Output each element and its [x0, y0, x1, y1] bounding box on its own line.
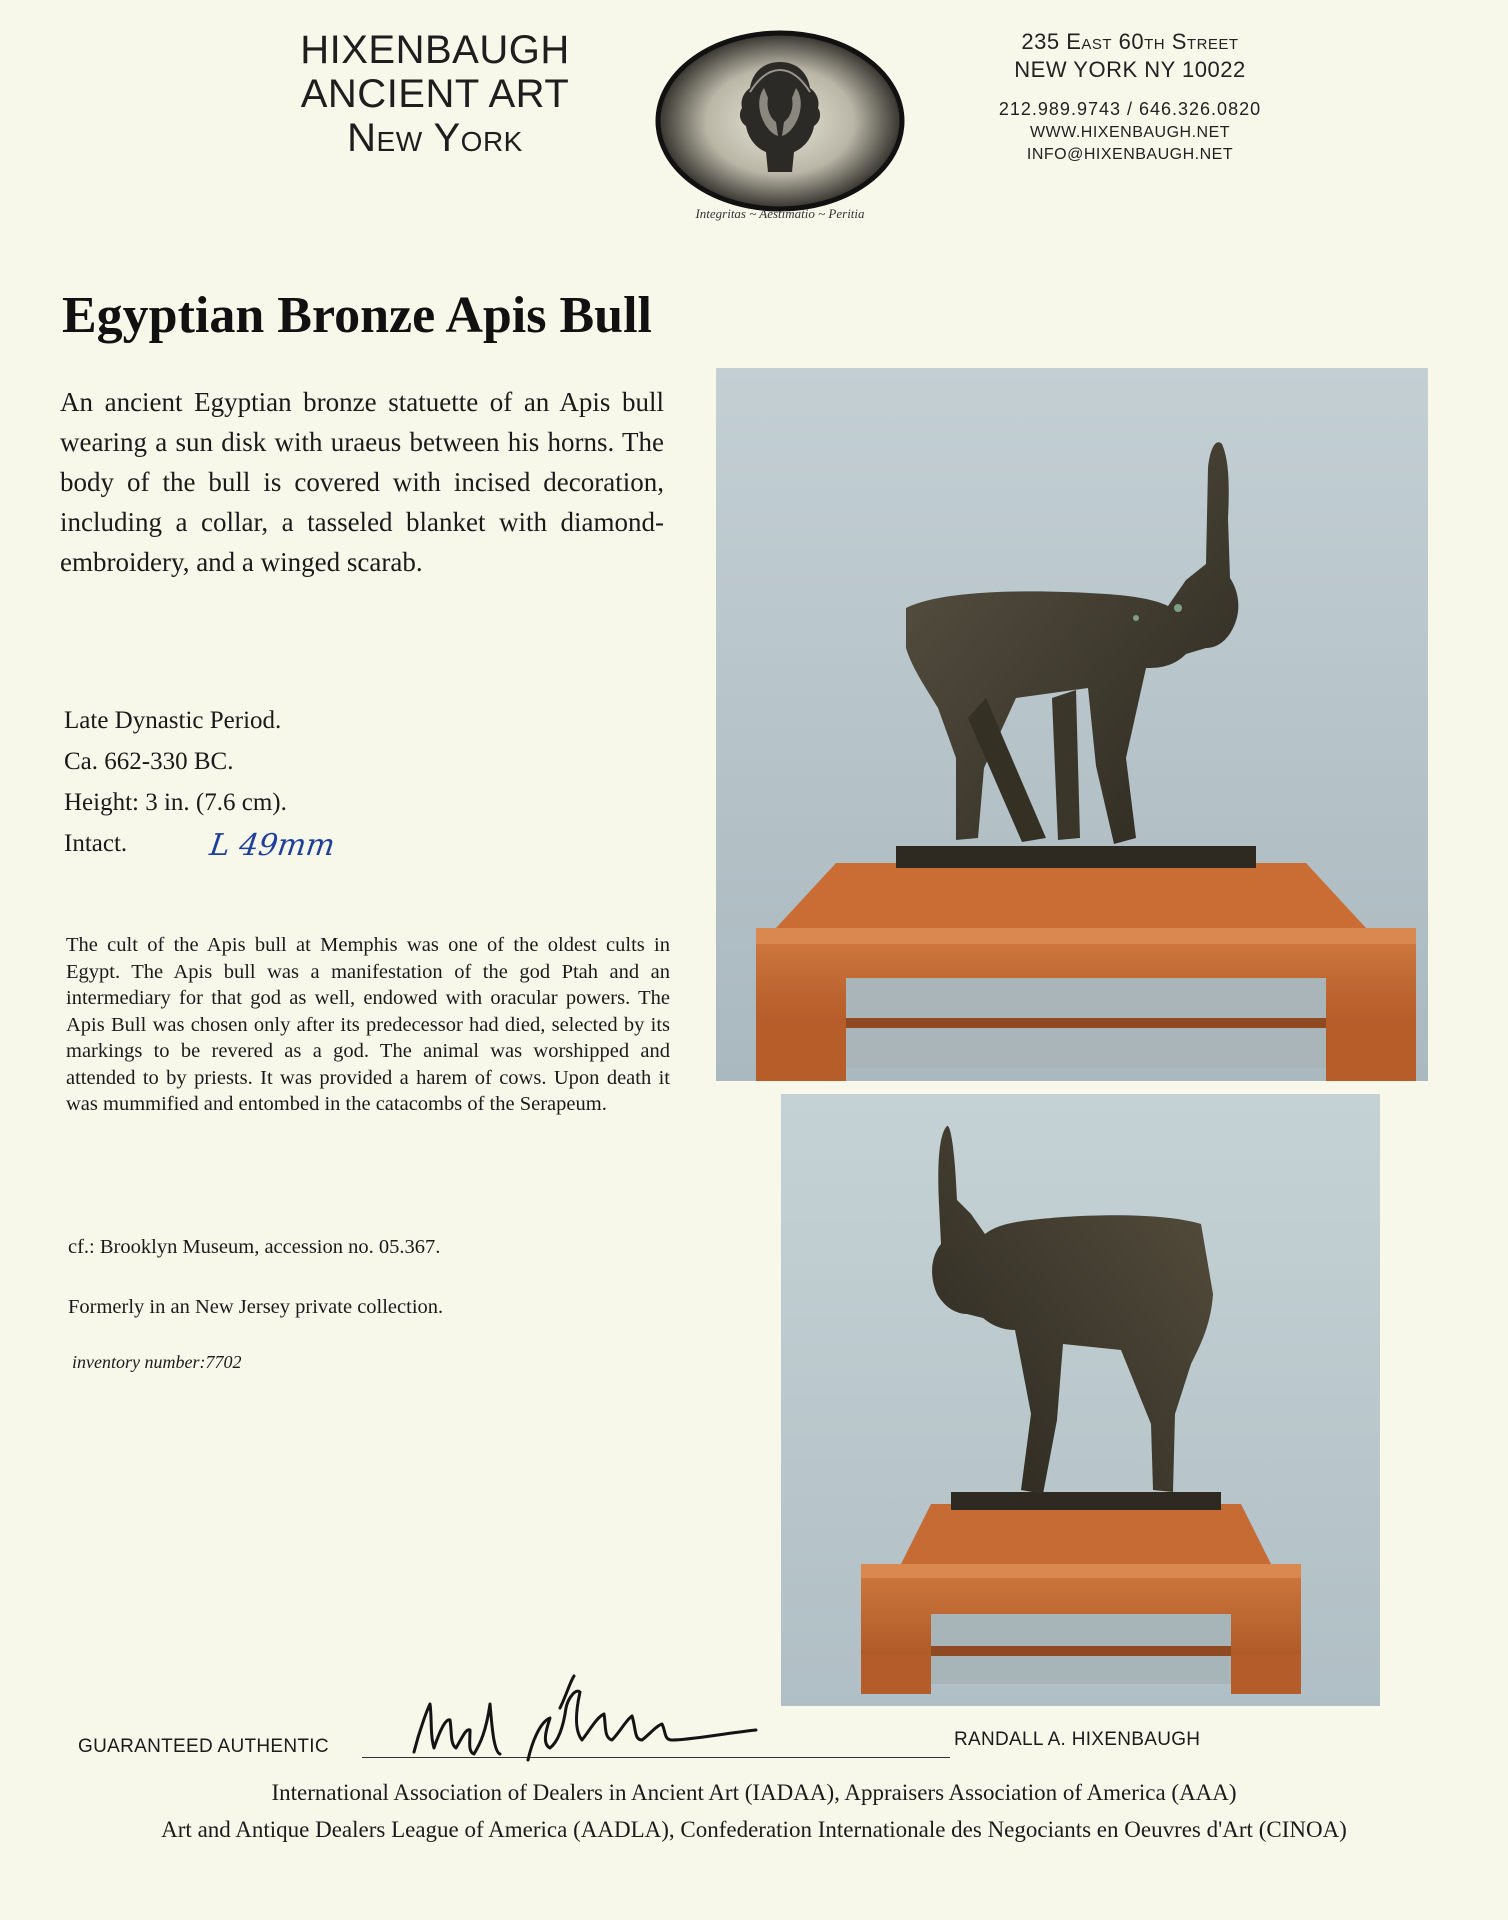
signature-icon — [400, 1668, 790, 1774]
contact-email: INFO@HIXENBAUGH.NET — [1026, 146, 1234, 163]
contact-block — [900, 28, 1360, 166]
item-history: The cult of the Apis bull at Memphis was one of the oldest cults in Egypt. The Apis bull was a manifestation of the god Ptah and an intermediary for that god as well, endowed with oracular powers. The Apis Bull was chosen only after its predecessor had died, selected by its markings to be revered as a god. The animal was worshipped and attended to by priests. It was provided a harem of cows. Upon death it was mummified and entombed in the catacombs of the Serapeum. — [66, 934, 670, 1115]
firm-name-line2: ANCIENT ART — [300, 72, 570, 116]
fact-period: Late Dynastic Period. — [64, 707, 282, 734]
janus-head-seal-icon — [654, 30, 906, 212]
associations-line1: International Association of Dealers in Ancient Art (IADAA), Appraisers Association of America (AAA) — [271, 1780, 1237, 1805]
firm-name — [250, 28, 620, 160]
contact-phone: 212.989.9743 / 646.326.0820 — [998, 99, 1262, 119]
fact-height: Height: 3 in. (7.6 cm). — [64, 789, 287, 816]
firm-name-line3: New York — [347, 116, 523, 160]
item-inventory: inventory number:7702 — [72, 1352, 242, 1372]
signer-name: RANDALL A. HIXENBAUGH — [954, 1729, 1201, 1750]
fact-date: Ca. 662-330 BC. — [64, 748, 234, 775]
contact-website: WWW.HIXENBAUGH.NET — [1029, 124, 1231, 141]
firm-name-line1: HIXENBAUGH — [300, 28, 570, 72]
fact-condition: Intact. — [64, 830, 128, 857]
bull-photo-side-icon — [716, 368, 1428, 1081]
contact-street: 235 East 60th Street — [1021, 29, 1239, 54]
item-provenance: Formerly in an New Jersey private collection. — [68, 1296, 444, 1318]
bull-photo-front-icon — [781, 1094, 1380, 1706]
item-reference: cf.: Brooklyn Museum, accession no. 05.367. — [68, 1236, 441, 1258]
associations-line2: Art and Antique Dealers League of America (AADLA), Confederation Internationale des Negociants en Oeuvres d'Art (CINOA) — [161, 1817, 1347, 1842]
contact-city: NEW YORK NY 10022 — [1014, 57, 1246, 82]
guarantee-label: GUARANTEED AUTHENTIC — [78, 1736, 329, 1757]
motto: Integritas ~ Aestimatio ~ Peritia — [695, 206, 865, 221]
item-title: Egyptian Bronze Apis Bull — [62, 287, 652, 344]
handwritten-note: L 49mm — [207, 828, 337, 863]
item-description: An ancient Egyptian bronze statuette of an Apis bull wearing a sun disk with uraeus between his horns. The body of the bull is covered with incised decoration, including a collar, a tasseled blanket with diamond-embroidery, and a winged scarab. — [60, 387, 664, 577]
